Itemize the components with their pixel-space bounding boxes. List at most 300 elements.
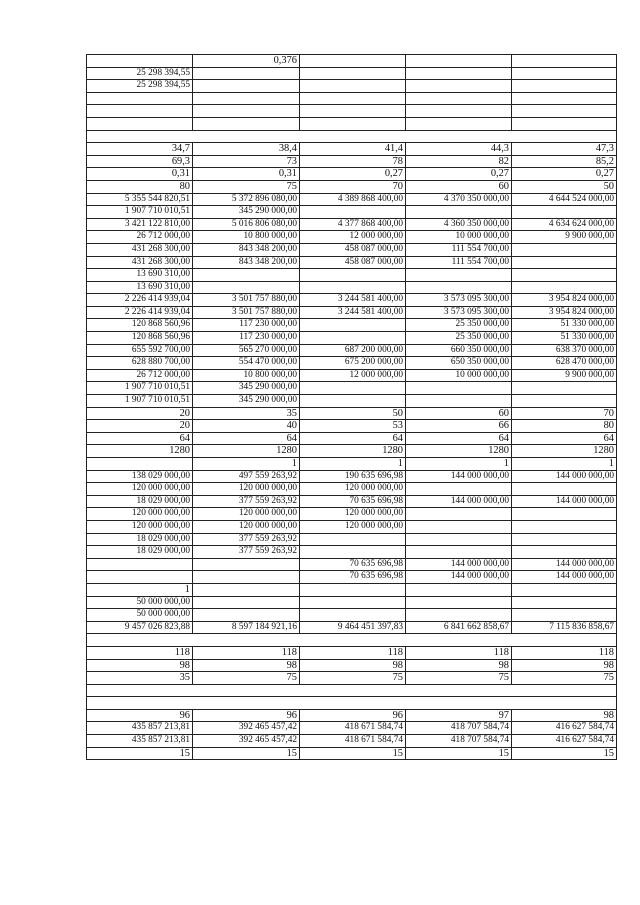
table-cell: [512, 609, 617, 622]
table-cell: 120 868 560,96: [87, 332, 193, 345]
table-cell: [512, 80, 617, 93]
table-cell: 144 000 000,00: [512, 470, 617, 483]
table-cell: 392 465 457,42: [193, 722, 300, 735]
table-cell: 120 000 000,00: [300, 508, 406, 521]
table-row: [87, 407, 617, 420]
table-cell: [406, 281, 512, 294]
table-row: [87, 609, 617, 622]
table-cell: [406, 596, 512, 609]
table-cell: 190 635 696,98: [300, 470, 406, 483]
table-cell: 69,3: [87, 155, 193, 168]
table-row: [87, 432, 617, 445]
table-cell: [512, 55, 617, 68]
table-cell: 120 000 000,00: [87, 508, 193, 521]
table-cell: 144 000 000,00: [406, 558, 512, 571]
table-cell: [87, 558, 193, 571]
table-cell: [406, 105, 512, 118]
table-cell: [300, 533, 406, 546]
table-cell: 5 355 544 820,51: [87, 193, 193, 206]
table-cell: 138 029 000,00: [87, 470, 193, 483]
table-cell: [193, 558, 300, 571]
table-cell: 1280: [87, 445, 193, 458]
table-cell: [87, 55, 193, 68]
table-cell: 1: [193, 458, 300, 471]
table-cell: 53: [300, 420, 406, 433]
table-cell: 1 907 710 010,51: [87, 206, 193, 219]
table-row: [87, 281, 617, 294]
table-row: [87, 722, 617, 735]
table-cell: 3 244 581 400,00: [300, 306, 406, 319]
table-cell: 20: [87, 407, 193, 420]
table-cell: 50: [300, 407, 406, 420]
table-cell: 5 372 896 080,00: [193, 193, 300, 206]
table-cell: 15: [300, 747, 406, 760]
table-cell: 26 712 000,00: [87, 231, 193, 244]
table-separator-cell: [87, 697, 617, 710]
table-cell: 15: [87, 747, 193, 760]
table-cell: 15: [406, 747, 512, 760]
table-cell: [193, 269, 300, 282]
table-cell: [406, 533, 512, 546]
table-row: [87, 319, 617, 332]
table-cell: 75: [406, 672, 512, 685]
table-cell: 431 268 300,00: [87, 256, 193, 269]
table-cell: [87, 105, 193, 118]
table-row: [87, 672, 617, 685]
table-cell: 73: [193, 155, 300, 168]
table-cell: [193, 92, 300, 105]
table-cell: 1 907 710 010,51: [87, 395, 193, 408]
table-cell: [406, 80, 512, 93]
table-cell: [87, 571, 193, 584]
table-cell: 70: [512, 407, 617, 420]
table-cell: 431 268 300,00: [87, 243, 193, 256]
table-cell: 3 244 581 400,00: [300, 294, 406, 307]
table-cell: [300, 332, 406, 345]
table-row: [87, 344, 617, 357]
table-cell: [406, 583, 512, 596]
table-cell: 4 644 524 000,00: [512, 193, 617, 206]
table-cell: 70 635 696,98: [300, 571, 406, 584]
table-cell: 80: [87, 180, 193, 193]
table-cell: [300, 117, 406, 130]
table-row: [87, 659, 617, 672]
table-separator-cell: [87, 130, 617, 143]
table-cell: 12 000 000,00: [300, 369, 406, 382]
data-table-body: [87, 55, 617, 760]
table-cell: 144 000 000,00: [406, 571, 512, 584]
table-cell: 628 470 000,00: [512, 357, 617, 370]
table-cell: 6 841 662 858,67: [406, 621, 512, 634]
table-row: [87, 105, 617, 118]
table-cell: 660 350 000,00: [406, 344, 512, 357]
table-cell: 3 573 095 300,00: [406, 306, 512, 319]
table-cell: 345 290 000,00: [193, 206, 300, 219]
table-cell: 9 900 000,00: [512, 369, 617, 382]
table-cell: 4 370 350 000,00: [406, 193, 512, 206]
table-cell: 554 470 000,00: [193, 357, 300, 370]
table-cell: [512, 520, 617, 533]
table-cell: 96: [87, 709, 193, 722]
table-cell: [512, 483, 617, 496]
table-cell: [512, 206, 617, 219]
table-row: [87, 646, 617, 659]
table-cell: 120 000 000,00: [87, 483, 193, 496]
table-cell: [406, 206, 512, 219]
table-cell: [87, 458, 193, 471]
table-cell: [512, 596, 617, 609]
table-cell: 98: [193, 659, 300, 672]
table-cell: 35: [193, 407, 300, 420]
table-cell: [406, 92, 512, 105]
table-cell: 120 000 000,00: [87, 520, 193, 533]
table-row: [87, 243, 617, 256]
table-cell: 34,7: [87, 143, 193, 156]
table-cell: [512, 546, 617, 559]
table-cell: 70 635 696,98: [300, 495, 406, 508]
table-cell: 82: [406, 155, 512, 168]
table-row: [87, 382, 617, 395]
table-cell: 497 559 263,92: [193, 470, 300, 483]
table-row: [87, 533, 617, 546]
table-cell: 60: [406, 407, 512, 420]
table-cell: 44,3: [406, 143, 512, 156]
table-cell: 4 360 350 000,00: [406, 218, 512, 231]
table-cell: 120 000 000,00: [193, 520, 300, 533]
table-cell: 96: [193, 709, 300, 722]
table-cell: 25 298 394,55: [87, 67, 193, 80]
table-cell: [193, 583, 300, 596]
table-row: [87, 357, 617, 370]
table-row: [87, 483, 617, 496]
table-row: [87, 55, 617, 68]
table-cell: [193, 67, 300, 80]
table-cell: [300, 319, 406, 332]
table-cell: [512, 105, 617, 118]
table-cell: 1: [512, 458, 617, 471]
table-cell: 687 200 000,00: [300, 344, 406, 357]
table-cell: 118: [87, 646, 193, 659]
table-cell: 392 465 457,42: [193, 735, 300, 748]
table-row: [87, 470, 617, 483]
table-cell: [406, 382, 512, 395]
table-cell: 458 087 000,00: [300, 256, 406, 269]
table-cell: [300, 281, 406, 294]
table-cell: 345 290 000,00: [193, 382, 300, 395]
table-cell: 13 690 310,00: [87, 269, 193, 282]
table-cell: 1: [300, 458, 406, 471]
table-cell: 10 800 000,00: [193, 369, 300, 382]
table-cell: [406, 609, 512, 622]
table-cell: 3 501 757 880,00: [193, 294, 300, 307]
table-row: [87, 735, 617, 748]
table-cell: 18 029 000,00: [87, 495, 193, 508]
table-cell: [512, 395, 617, 408]
table-cell: 118: [193, 646, 300, 659]
table-cell: 144 000 000,00: [512, 495, 617, 508]
table-cell: [300, 583, 406, 596]
table-cell: 10 000 000,00: [406, 231, 512, 244]
table-cell: 0,27: [406, 168, 512, 181]
table-cell: [512, 243, 617, 256]
table-row: [87, 168, 617, 181]
table-cell: 120 000 000,00: [300, 483, 406, 496]
table-row: [87, 709, 617, 722]
table-cell: [406, 269, 512, 282]
table-row: [87, 395, 617, 408]
data-table: [86, 54, 617, 760]
table-cell: 655 592 700,00: [87, 344, 193, 357]
table-cell: 25 298 394,55: [87, 80, 193, 93]
table-row: [87, 458, 617, 471]
table-cell: [512, 583, 617, 596]
table-cell: [300, 382, 406, 395]
table-row: [87, 495, 617, 508]
table-row: [87, 231, 617, 244]
table-cell: 144 000 000,00: [512, 571, 617, 584]
table-cell: 80: [512, 420, 617, 433]
table-cell: 565 270 000,00: [193, 344, 300, 357]
table-cell: [406, 67, 512, 80]
table-cell: 650 350 000,00: [406, 357, 512, 370]
table-separator-cell: [87, 684, 617, 697]
table-cell: 60: [406, 180, 512, 193]
table-cell: [193, 571, 300, 584]
table-cell: [512, 533, 617, 546]
table-cell: [87, 117, 193, 130]
table-cell: 120 000 000,00: [193, 483, 300, 496]
table-cell: 345 290 000,00: [193, 395, 300, 408]
table-cell: 50 000 000,00: [87, 596, 193, 609]
table-cell: 418 707 584,74: [406, 722, 512, 735]
table-row: [87, 193, 617, 206]
table-cell: 843 348 200,00: [193, 256, 300, 269]
table-cell: 9 900 000,00: [512, 231, 617, 244]
table-cell: 64: [87, 432, 193, 445]
table-cell: 638 370 000,00: [512, 344, 617, 357]
table-cell: 628 880 700,00: [87, 357, 193, 370]
table-cell: 1280: [193, 445, 300, 458]
table-cell: 377 559 263,92: [193, 495, 300, 508]
table-cell: 0,376: [193, 55, 300, 68]
table-cell: 50: [512, 180, 617, 193]
table-cell: 418 671 584,74: [300, 735, 406, 748]
table-row: [87, 596, 617, 609]
table-cell: 66: [406, 420, 512, 433]
table-row: [87, 294, 617, 307]
table-cell: 41,4: [300, 143, 406, 156]
table-row: [87, 117, 617, 130]
table-cell: 50 000 000,00: [87, 609, 193, 622]
table-cell: 0,27: [512, 168, 617, 181]
table-cell: 0,27: [300, 168, 406, 181]
table-cell: 416 627 584,74: [512, 735, 617, 748]
table-cell: 18 029 000,00: [87, 546, 193, 559]
table-cell: 3 954 824 000,00: [512, 306, 617, 319]
table-cell: 435 857 213,81: [87, 735, 193, 748]
table-row: [87, 369, 617, 382]
table-cell: [406, 508, 512, 521]
table-cell: 117 230 000,00: [193, 319, 300, 332]
table-cell: [300, 269, 406, 282]
table-cell: 2 226 414 939,04: [87, 294, 193, 307]
table-cell: 111 554 700,00: [406, 243, 512, 256]
table-cell: 26 712 000,00: [87, 369, 193, 382]
table-row: [87, 583, 617, 596]
table-cell: 117 230 000,00: [193, 332, 300, 345]
table-cell: 1: [87, 583, 193, 596]
table-cell: [406, 55, 512, 68]
table-cell: 144 000 000,00: [406, 470, 512, 483]
table-row: [87, 180, 617, 193]
table-cell: 64: [406, 432, 512, 445]
table-cell: 675 200 000,00: [300, 357, 406, 370]
table-cell: 377 559 263,92: [193, 546, 300, 559]
table-cell: [406, 520, 512, 533]
table-cell: 144 000 000,00: [406, 495, 512, 508]
table-cell: 13 690 310,00: [87, 281, 193, 294]
table-row: [87, 747, 617, 760]
table-cell: 75: [193, 672, 300, 685]
table-cell: [300, 206, 406, 219]
table-cell: 75: [512, 672, 617, 685]
table-cell: [193, 281, 300, 294]
table-cell: 418 671 584,74: [300, 722, 406, 735]
table-separator-cell: [87, 634, 617, 647]
table-cell: 98: [87, 659, 193, 672]
table-cell: [300, 92, 406, 105]
table-row: [87, 558, 617, 571]
table-cell: 0,31: [193, 168, 300, 181]
table-row: [87, 206, 617, 219]
table-cell: [512, 92, 617, 105]
table-cell: 64: [193, 432, 300, 445]
table-row: [87, 546, 617, 559]
table-cell: [87, 92, 193, 105]
table-cell: 64: [512, 432, 617, 445]
table-cell: 75: [300, 672, 406, 685]
table-cell: 70 635 696,98: [300, 558, 406, 571]
table-cell: 98: [512, 659, 617, 672]
table-cell: 51 330 000,00: [512, 332, 617, 345]
table-cell: 2 226 414 939,04: [87, 306, 193, 319]
table-cell: [512, 117, 617, 130]
table-cell: [512, 281, 617, 294]
table-cell: 458 087 000,00: [300, 243, 406, 256]
table-cell: 98: [512, 709, 617, 722]
table-row: [87, 571, 617, 584]
table-row: [87, 218, 617, 231]
table-cell: [300, 55, 406, 68]
table-cell: 4 634 624 000,00: [512, 218, 617, 231]
table-cell: 3 573 095 300,00: [406, 294, 512, 307]
table-cell: 843 348 200,00: [193, 243, 300, 256]
table-cell: [406, 483, 512, 496]
table-cell: 18 029 000,00: [87, 533, 193, 546]
table-cell: 98: [406, 659, 512, 672]
table-row: [87, 520, 617, 533]
table-cell: 10 800 000,00: [193, 231, 300, 244]
table-cell: 111 554 700,00: [406, 256, 512, 269]
table-row: [87, 621, 617, 634]
table-cell: 38,4: [193, 143, 300, 156]
table-row: [87, 332, 617, 345]
table-row: [87, 684, 617, 697]
table-row: [87, 256, 617, 269]
table-row: [87, 306, 617, 319]
table-cell: [406, 117, 512, 130]
table-cell: 120 000 000,00: [300, 520, 406, 533]
table-row: [87, 143, 617, 156]
table-cell: 377 559 263,92: [193, 533, 300, 546]
table-cell: [193, 609, 300, 622]
table-cell: 3 501 757 880,00: [193, 306, 300, 319]
table-cell: 416 627 584,74: [512, 722, 617, 735]
table-cell: 40: [193, 420, 300, 433]
table-cell: 75: [193, 180, 300, 193]
table-cell: 9 457 026 823,88: [87, 621, 193, 634]
table-cell: 1 907 710 010,51: [87, 382, 193, 395]
table-cell: [512, 269, 617, 282]
table-cell: 3 954 824 000,00: [512, 294, 617, 307]
table-cell: [300, 596, 406, 609]
table-cell: 144 000 000,00: [512, 558, 617, 571]
table-row: [87, 92, 617, 105]
table-cell: 15: [512, 747, 617, 760]
table-cell: 25 350 000,00: [406, 332, 512, 345]
table-cell: 118: [512, 646, 617, 659]
table-cell: 51 330 000,00: [512, 319, 617, 332]
table-cell: [193, 105, 300, 118]
table-cell: [512, 508, 617, 521]
table-cell: [300, 80, 406, 93]
table-cell: [193, 117, 300, 130]
table-cell: 64: [300, 432, 406, 445]
table-row: [87, 420, 617, 433]
table-cell: 20: [87, 420, 193, 433]
table-cell: 1280: [406, 445, 512, 458]
table-cell: [300, 105, 406, 118]
table-cell: 1280: [300, 445, 406, 458]
table-cell: [406, 395, 512, 408]
table-cell: 12 000 000,00: [300, 231, 406, 244]
table-cell: 5 016 806 080,00: [193, 218, 300, 231]
table-cell: 85,2: [512, 155, 617, 168]
table-cell: 15: [193, 747, 300, 760]
table-cell: 0,31: [87, 168, 193, 181]
table-cell: [300, 609, 406, 622]
table-cell: [300, 546, 406, 559]
table-row: [87, 269, 617, 282]
table-cell: 78: [300, 155, 406, 168]
table-cell: 120 868 560,96: [87, 319, 193, 332]
table-cell: [193, 80, 300, 93]
table-cell: [512, 382, 617, 395]
table-cell: 8 597 184 921,16: [193, 621, 300, 634]
table-cell: 7 115 836 858,67: [512, 621, 617, 634]
table-cell: 47,3: [512, 143, 617, 156]
table-cell: [512, 256, 617, 269]
table-cell: 4 377 868 400,00: [300, 218, 406, 231]
table-cell: 118: [406, 646, 512, 659]
table-row: [87, 445, 617, 458]
table-cell: 435 857 213,81: [87, 722, 193, 735]
table-cell: 4 389 868 400,00: [300, 193, 406, 206]
table-cell: 120 000 000,00: [193, 508, 300, 521]
table-row: [87, 67, 617, 80]
table-cell: [406, 546, 512, 559]
table-cell: 25 350 000,00: [406, 319, 512, 332]
